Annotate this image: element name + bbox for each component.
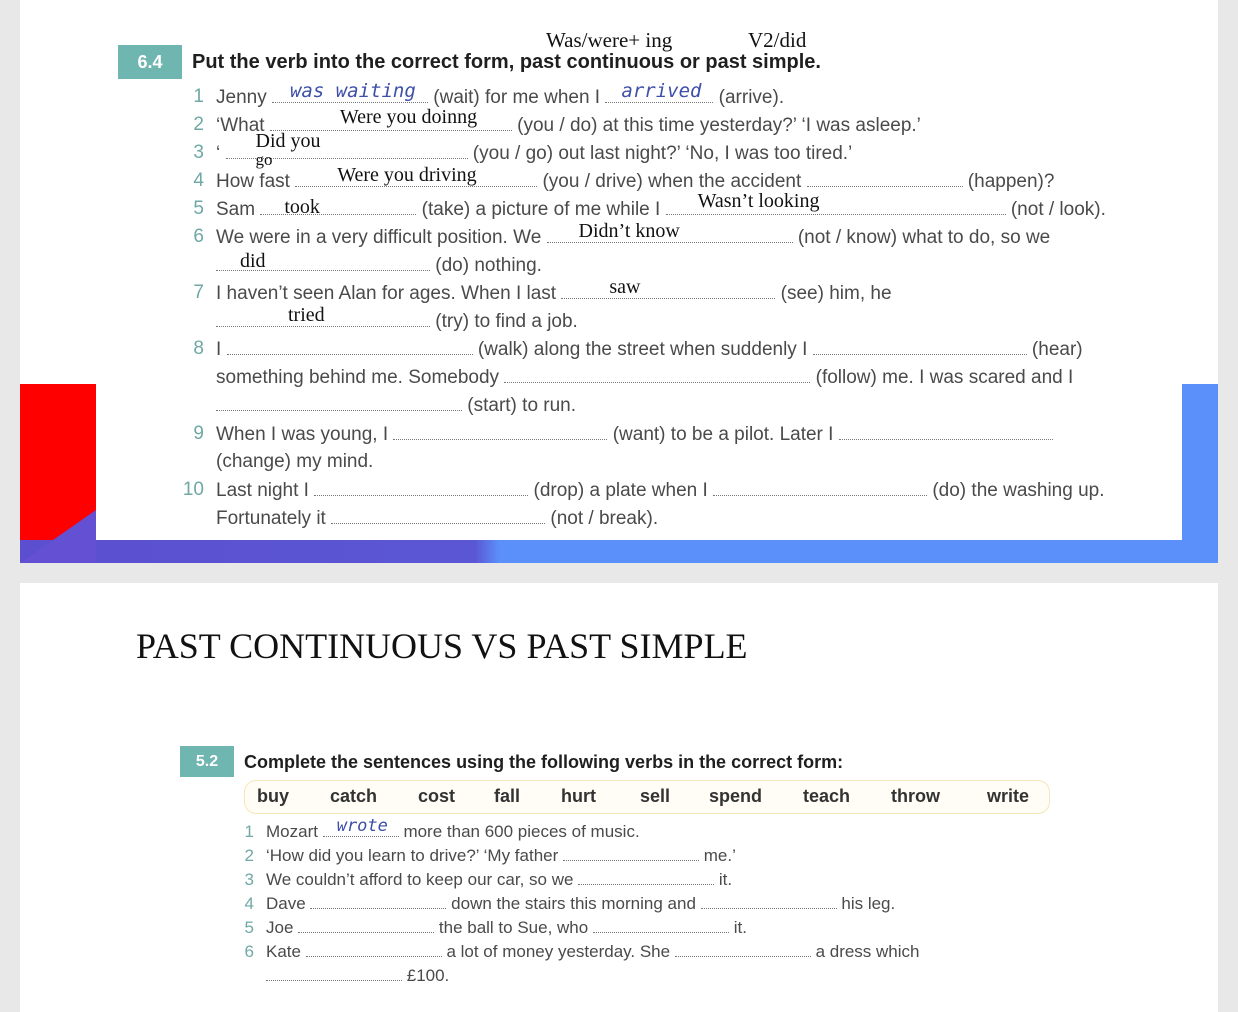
item-number: 5 <box>193 198 204 219</box>
line-text: something behind me. Somebody <box>216 367 500 388</box>
line-text: £100. <box>406 966 450 985</box>
answer-text: wrote <box>336 816 388 836</box>
exercise-badge: 6.4 <box>118 45 182 79</box>
exercise-line-5 <box>216 190 1106 221</box>
answer-blank[interactable] <box>314 479 528 496</box>
answer-blank[interactable] <box>260 196 416 218</box>
line-text: (not / break). <box>550 508 659 529</box>
verb-option: sell <box>640 786 671 806</box>
item-number: 7 <box>193 282 204 303</box>
line-text: more than 600 pieces of music. <box>403 822 640 841</box>
line-text: (see) him, he <box>780 283 892 304</box>
answer-blank[interactable] <box>298 918 434 933</box>
item-number: 1 <box>244 822 254 841</box>
item-number: 9 <box>193 423 204 444</box>
line-text: it. <box>718 870 733 889</box>
answer-text: saw <box>609 276 641 298</box>
item-number: 4 <box>244 894 254 913</box>
item-number: 6 <box>193 226 204 247</box>
line-text: (you / do) at this time yesterday?’ ‘I was asleep.’ <box>517 115 921 136</box>
exercise-line-s5 <box>266 918 747 938</box>
exercise-line-2 <box>216 106 921 137</box>
line-text: (walk) along the street when suddenly I <box>477 339 808 360</box>
line-text: (start) to run. <box>467 395 577 416</box>
line-text: (follow) me. I was scared and I <box>815 367 1074 388</box>
line-text: (you / drive) when the accident <box>542 171 802 192</box>
answer-blank[interactable] <box>504 366 810 383</box>
exercise-line-10 <box>216 479 1105 502</box>
exercise-line-8c <box>216 394 576 417</box>
exercise-line-6b <box>216 250 542 277</box>
line-text: it. <box>733 918 747 937</box>
line-text: (want) to be a pilot. Later I <box>612 424 834 445</box>
line-text: the ball to Sue, who <box>438 918 589 937</box>
exercise-line-1 <box>216 80 785 109</box>
answer-blank[interactable] <box>216 250 430 272</box>
line-text: ‘ <box>216 143 221 164</box>
line-text: We were in a very difficult position. We <box>216 227 542 248</box>
answer-blank[interactable] <box>226 130 468 169</box>
answer-blank[interactable] <box>563 846 699 861</box>
answer-blank[interactable] <box>605 80 713 103</box>
verb-option: cost <box>418 786 456 806</box>
line-text: Mozart <box>266 822 318 841</box>
decor-bottom-band <box>20 540 1218 563</box>
line-text: (not / look). <box>1010 199 1106 220</box>
line-text: (arrive). <box>718 87 785 108</box>
answer-blank[interactable] <box>216 394 462 411</box>
answer-text: did <box>240 250 266 272</box>
verb-option: fall <box>494 786 521 806</box>
exercise-line-9b <box>216 451 373 473</box>
answer-blank[interactable] <box>310 894 446 909</box>
item-number: 5 <box>244 918 254 937</box>
line-text: (hear) <box>1031 339 1083 360</box>
line-text: (not / know) what to do, so we <box>797 227 1051 248</box>
line-text: Joe <box>266 918 294 937</box>
line-text: (take) a picture of me while I <box>421 199 661 220</box>
exercise-line-s6b <box>266 966 449 986</box>
worksheet-page-2 <box>20 583 1218 1012</box>
answer-text: Did you <box>255 130 321 152</box>
answer-blank[interactable] <box>675 942 811 957</box>
answer-blank[interactable] <box>666 190 1006 215</box>
exercise-line-7b <box>216 304 578 333</box>
answer-text: go <box>255 150 273 169</box>
exercise-line-3 <box>216 130 853 169</box>
answer-blank[interactable] <box>323 816 399 837</box>
answer-blank[interactable] <box>701 894 837 909</box>
line-text: (happen)? <box>967 171 1055 192</box>
exercise-line-s3 <box>266 870 732 890</box>
item-number: 10 <box>182 479 204 500</box>
line-text: (try) to find a job. <box>435 311 578 332</box>
verb-option: teach <box>803 786 851 806</box>
line-text: Dave <box>266 894 306 913</box>
line-text: ‘What <box>216 115 265 136</box>
line-text: Sam <box>216 199 256 220</box>
verb-option: spend <box>709 786 763 806</box>
line-text: (do) nothing. <box>435 255 542 276</box>
exercise-line-9 <box>216 423 1053 446</box>
line-text: Kate <box>266 942 301 961</box>
item-number: 8 <box>193 338 204 359</box>
answer-text: arrived <box>621 80 702 102</box>
verb-option: write <box>987 786 1030 806</box>
item-number: 2 <box>193 114 204 135</box>
exercise-line-4 <box>216 164 1055 193</box>
line-text: (change) my mind. <box>216 451 374 472</box>
answer-blank[interactable] <box>393 423 607 440</box>
exercise-badge: 5.2 <box>180 746 234 777</box>
answer-blank[interactable] <box>216 304 430 327</box>
note-continuous: Was/were+ ing <box>546 28 673 52</box>
note-simple: V2/did <box>748 28 807 52</box>
line-text: (wait) for me when I <box>433 87 601 108</box>
exercise-title: Put the verb into the correct form, past continuous or past simple. <box>192 51 821 73</box>
answer-blank[interactable] <box>295 164 537 187</box>
answer-blank[interactable] <box>593 918 729 933</box>
exercise-line-s1 <box>266 816 640 842</box>
line-text: Jenny <box>216 87 267 108</box>
line-text: How fast <box>216 171 290 192</box>
worksheet-page-1 <box>20 0 1218 563</box>
line-text: down the stairs this morning and <box>451 894 696 913</box>
item-number: 2 <box>244 846 254 865</box>
exercise-line-8 <box>216 338 1083 361</box>
item-number: 1 <box>193 86 204 107</box>
exercise-line-10b <box>216 507 658 530</box>
item-number: 6 <box>244 942 254 961</box>
answer-text: Didn’t know <box>578 220 680 242</box>
item-number: 3 <box>244 870 254 889</box>
line-text: (do) the washing up. <box>932 480 1105 501</box>
answer-text: Were you driving <box>337 164 477 186</box>
line-text: his leg. <box>841 894 896 913</box>
line-text: ‘How did you learn to drive?’ ‘My father <box>266 846 559 865</box>
line-text: Last night I <box>216 480 309 501</box>
answer-blank[interactable] <box>547 220 793 243</box>
answer-blank[interactable] <box>306 942 442 957</box>
line-text: a lot of money yesterday. She <box>446 942 671 961</box>
decor-blue-block <box>1182 384 1218 563</box>
verb-option: buy <box>257 786 290 806</box>
answer-text: Were you doinng <box>339 106 478 128</box>
line-text: When I was young, I <box>216 424 389 445</box>
answer-text: Wasn’t looking <box>697 190 820 212</box>
exercise-line-s4 <box>266 894 895 914</box>
answer-blank[interactable] <box>813 338 1027 355</box>
answer-text: took <box>284 196 320 218</box>
exercise-title: Complete the sentences using the following verbs in the correct form: <box>244 752 844 772</box>
answer-blank[interactable] <box>272 80 428 103</box>
answer-blank[interactable] <box>713 479 927 496</box>
answer-blank[interactable] <box>561 276 775 299</box>
verb-box <box>244 780 1050 814</box>
line-text: We couldn’t afford to keep our car, so we <box>266 870 574 889</box>
verb-option: throw <box>891 786 940 806</box>
answer-text: tried <box>288 304 325 326</box>
exercise-line-6 <box>216 220 1051 249</box>
exercise-line-8b <box>216 366 1073 389</box>
answer-blank[interactable] <box>578 870 714 885</box>
exercise-line-s2 <box>266 846 736 866</box>
line-text: Fortunately it <box>216 508 326 529</box>
verb-option: catch <box>330 786 378 806</box>
answer-text: was waiting <box>289 80 416 102</box>
item-number: 3 <box>193 142 204 163</box>
line-text: (drop) a plate when I <box>533 480 708 501</box>
answer-blank[interactable] <box>266 966 402 981</box>
verb-option: hurt <box>561 786 596 806</box>
answer-blank[interactable] <box>331 507 545 524</box>
line-text: I <box>216 339 222 360</box>
answer-blank[interactable] <box>807 170 963 187</box>
answer-blank[interactable] <box>270 106 512 131</box>
exercise-line-7 <box>216 276 892 305</box>
line-text: (you / go) out last night?’ ‘No, I was too tired.’ <box>472 143 853 164</box>
answer-blank[interactable] <box>227 338 473 355</box>
page-heading: PAST CONTINUOUS VS PAST SIMPLE <box>136 626 748 666</box>
line-text: a dress which <box>815 942 920 961</box>
exercise-line-s6 <box>266 942 920 962</box>
line-text: me.’ <box>703 846 736 865</box>
line-text: I haven’t seen Alan for ages. When I last <box>216 283 557 304</box>
item-number: 4 <box>193 170 204 191</box>
answer-blank[interactable] <box>839 423 1053 440</box>
